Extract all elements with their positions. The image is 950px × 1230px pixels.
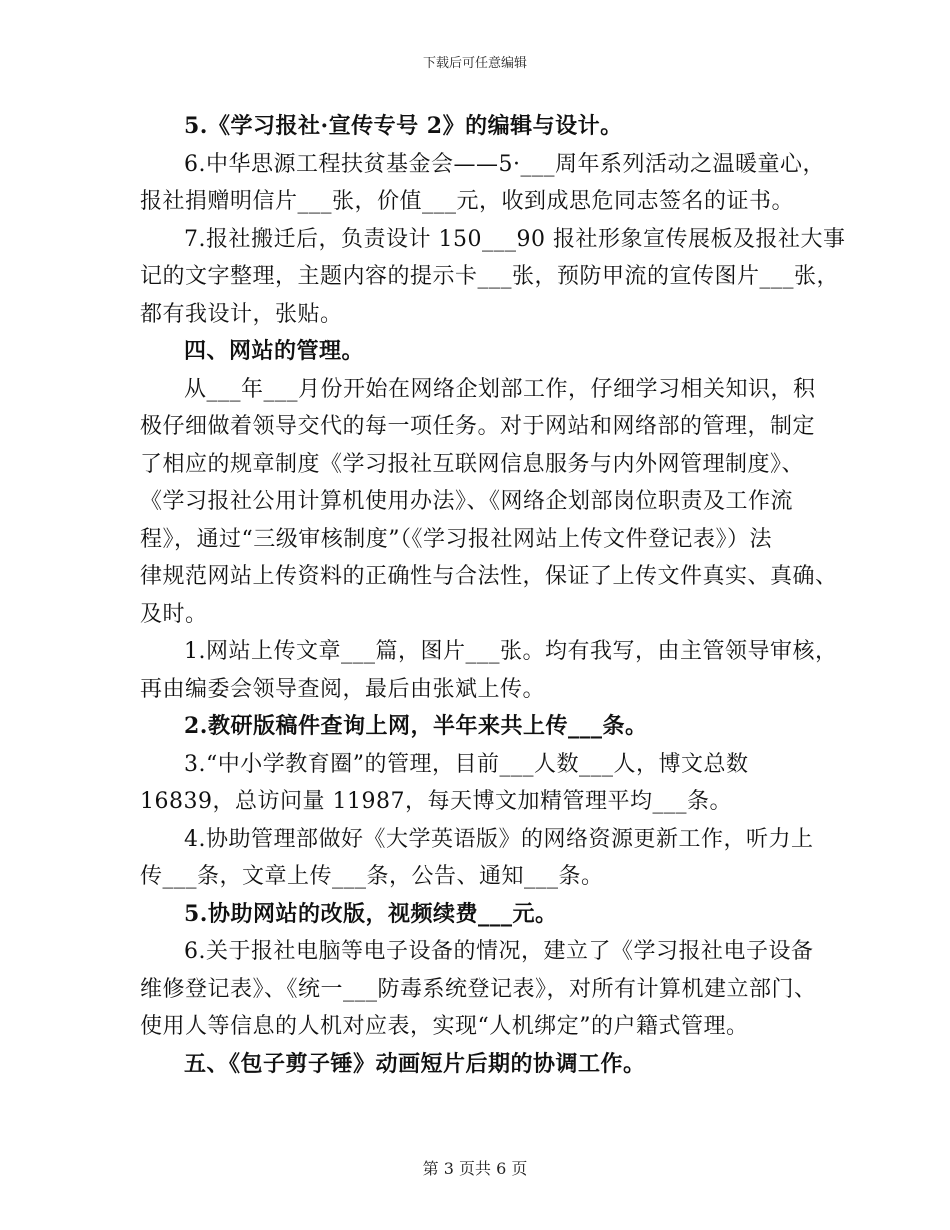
paragraph-line: 6.关于报社电脑等电子设备的情况，建立了《学习报社电子设备 [184,939,814,964]
paragraph-line: 报社捐赠明信片___张，价值___元，收到成思危同志签名的证书。 [140,189,795,214]
paragraph-line: 使用人等信息的人机对应表，实现“人机绑定”的户籍式管理。 [140,1014,749,1039]
paragraph-line: 6.中华思源工程扶贫基金会——5·___周年系列活动之温暖童心， [184,151,825,177]
paragraph-line: 律规范网站上传资料的正确性与合法性，保证了上传文件真实、真确、 [140,564,838,589]
paragraph-line: 3.“中小学教育圈”的管理，目前___人数___人，博文总数 [184,751,749,777]
document-body [140,108,846,1083]
paragraph-line: 都有我设计，张贴。 [140,301,343,327]
paragraph-line: 16839，总访问量 11987，每天博文加精管理平均___条。 [140,789,732,814]
page-header: 下载后可任意编辑 [422,56,527,71]
paragraph-line: 《学习报社公用计算机使用办法》、《网络企划部岗位职责及工作流 [140,489,794,514]
paragraph-line: 极仔细做着领导交代的每一项任务。对于网站和网络部的管理，制定 [140,414,816,439]
paragraph-line: 从___年___月份开始在网络企划部工作，仔细学习相关知识，积 [184,376,816,402]
paragraph-line: 7.报社搬迁后，负责设计 150___90 报社形象宣传展板及报社大事 [184,226,846,252]
section-heading: 五、《包子剪子锤》动画短片后期的协调工作。 [184,1050,646,1077]
paragraph-line: 维修登记表》、《统一___防毒系统登记表》，对所有计算机建立部门、 [140,976,817,1002]
paragraph-line: 记的文字整理，主题内容的提示卡___张，预防甲流的宣传图片___张， [140,264,840,289]
paragraph-line: 5.协助网站的改版，视频续费___元。 [184,900,558,927]
page-footer: 第 3 页共 6 页 [422,1159,528,1178]
paragraph-line: 传___条，文章上传___条，公告、通知___条。 [140,864,604,889]
paragraph-line: 再由编委会领导查阅，最后由张斌上传。 [140,676,546,702]
paragraph-line: 1.网站上传文章___篇，图片___张。均有我写，由主管领导审核， [184,639,838,664]
paragraph-line: 程》，通过“三级审核制度”（《学习报社网站上传文件登记表》）法 [140,526,772,552]
section-heading: 四、网站的管理。 [184,338,365,364]
paragraph-line: 了相应的规章制度《学习报社互联网信息服务与内外网管理制度》、 [140,451,805,477]
paragraph-line: 及时。 [140,601,208,627]
paragraph-line: 4.协助管理部做好《大学英语版》的网络资源更新工作，听力上 [184,826,814,852]
paragraph-line: 5.《学习报社·宣传专号 2》的编辑与设计。 [184,113,623,139]
paragraph-line: 2.教研版稿件查询上网，半年来共上传___条。 [184,713,648,739]
